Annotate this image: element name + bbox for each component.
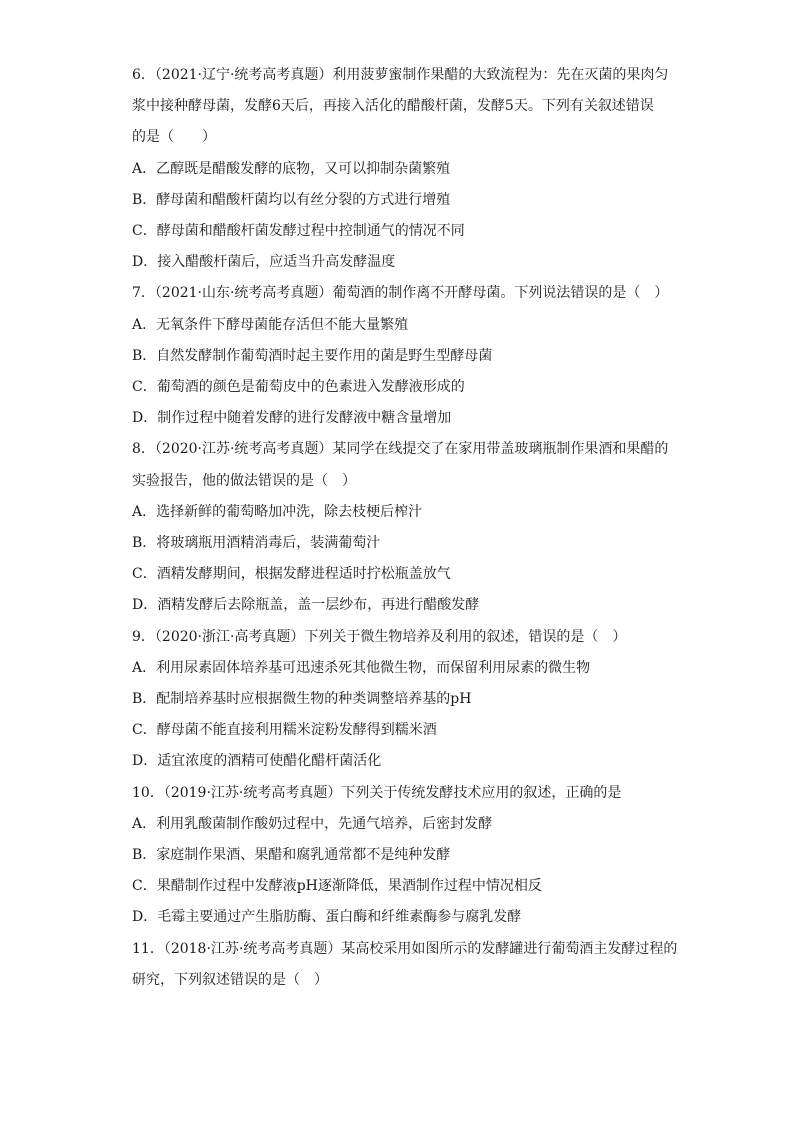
question-list bbox=[132, 60, 678, 996]
text-line: 9．（2020·浙江·高考真题）下列关于微生物培养及利用的叙述，错误的是（ ） bbox=[132, 628, 627, 645]
option-line: A．选择新鲜的葡萄略加冲洗，除去枝梗后榨汁 bbox=[132, 503, 423, 520]
option-line: B．配制培养基时应根据微生物的种类调整培养基的pH bbox=[132, 691, 472, 708]
text-line: 11．（2018·江苏·统考高考真题）某高校采用如图所示的发酵罐进行葡萄酒主发酵过程的 bbox=[132, 940, 678, 957]
text-line: 8．（2020·江苏·统考高考真题）某同学在线提交了在家用带盖玻璃瓶制作果酒和果醋的 bbox=[132, 441, 669, 458]
text-line: 的是（ ） bbox=[132, 129, 216, 146]
text-line: 6．（2021·辽宁·统考高考真题）利用菠萝蜜制作果醋的大致流程为：先在灭菌的果肉匀 bbox=[132, 67, 669, 83]
option-line: B．酵母菌和醋酸杆菌均以有丝分裂的方式进行增殖 bbox=[132, 191, 451, 208]
option-line: D．毛霉主要通过产生脂肪酶、蛋白酶和纤维素酶参与腐乳发酵 bbox=[132, 909, 522, 926]
option-line: A．乙醇既是醋酸发酵的底物，又可以抑制杂菌繁殖 bbox=[132, 160, 451, 177]
option-line: A．无氧条件下酵母菌能存活但不能大量繁殖 bbox=[132, 316, 409, 333]
option-line: B．自然发酵制作葡萄酒时起主要作用的菌是野生型酵母菌 bbox=[132, 347, 493, 364]
option-line: A．利用乳酸菌制作酸奶过程中，先通气培养，后密封发酵 bbox=[132, 815, 493, 832]
option-line: C．酒精发酵期间，根据发酵进程适时拧松瓶盖放气 bbox=[132, 566, 451, 583]
option-line: D．制作过程中随着发酵的进行发酵液中糖含量增加 bbox=[132, 410, 452, 427]
option-line: C．酵母菌和醋酸杆菌发酵过程中控制通气的情况不同 bbox=[132, 223, 465, 240]
option-line: D．酒精发酵后去除瓶盖，盖一层纱布，再进行醋酸发酵 bbox=[132, 597, 480, 614]
option-line: D．接入醋酸杆菌后，应适当升高发酵温度 bbox=[132, 254, 396, 271]
option-line: C．果醋制作过程中发酵液pH逐渐降低，果酒制作过程中情况相反 bbox=[132, 878, 542, 895]
option-line: C．葡萄酒的颜色是葡萄皮中的色素进入发酵液形成的 bbox=[132, 379, 465, 396]
text-line: 实验报告，他的做法错误的是（ ） bbox=[132, 472, 356, 489]
option-line: C．酵母菌不能直接利用糯米淀粉发酵得到糯米酒 bbox=[132, 722, 437, 739]
option-line: B．将玻璃瓶用酒精消毒后，装满葡萄汁 bbox=[132, 535, 381, 552]
text-line: 浆中接种酵母菌，发酵6天后，再接入活化的醋酸杆菌，发酵5天。下列有关叙述错误 bbox=[132, 98, 654, 115]
text-line: 10．（2019·江苏·统考高考真题）下列关于传统发酵技术应用的叙述，正确的是 bbox=[132, 784, 622, 801]
option-line: B．家庭制作果酒、果醋和腐乳通常都不是纯种发酵 bbox=[132, 847, 451, 864]
text-line: 7．（2021·山东·统考高考真题）葡萄酒的制作离不开酵母菌。下列说法错误的是（ ） bbox=[132, 285, 669, 302]
text-line: 研究，下列叙述错误的是（ ） bbox=[132, 971, 328, 988]
option-line: D．适宜浓度的酒精可使醋化醋杆菌活化 bbox=[132, 753, 382, 770]
option-line: A．利用尿素固体培养基可迅速杀死其他微生物，而保留利用尿素的微生物 bbox=[132, 659, 591, 676]
